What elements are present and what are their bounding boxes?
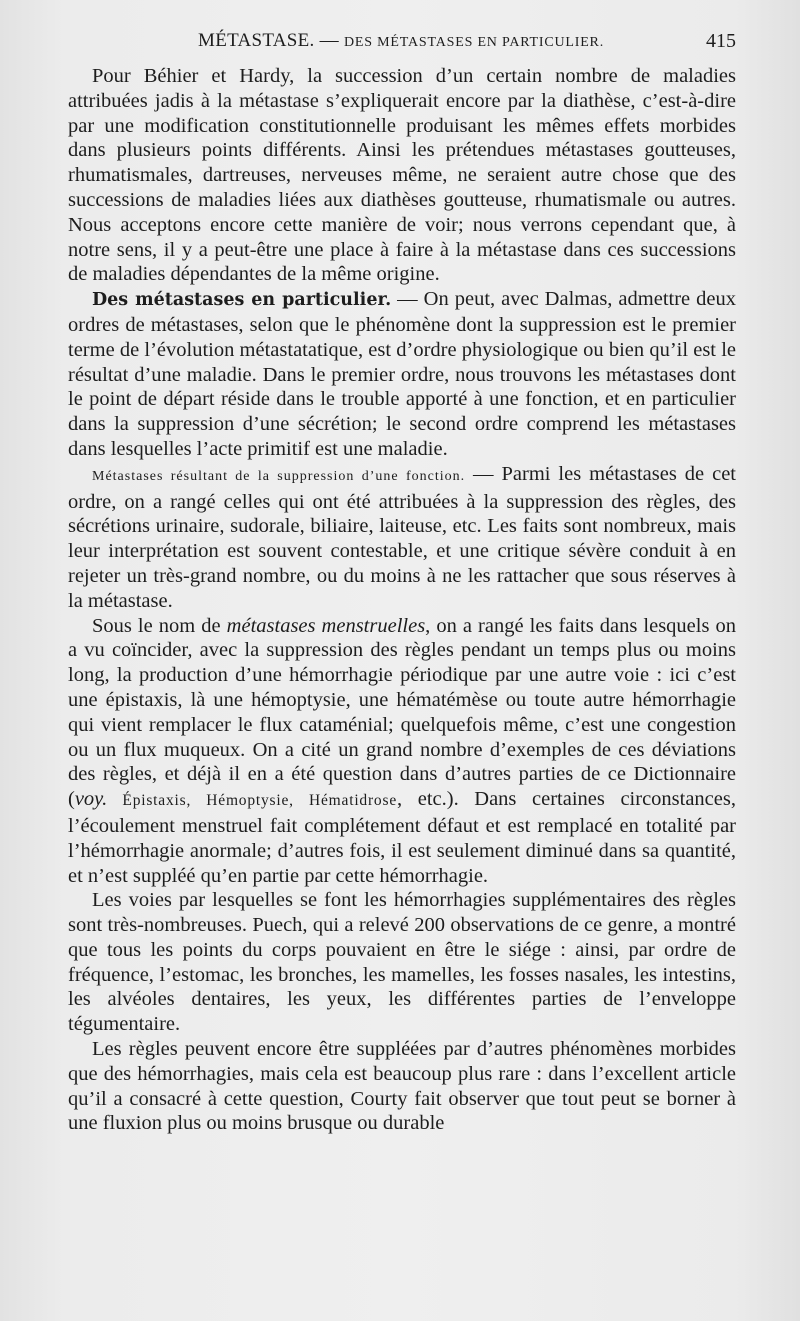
paragraph-voies-hemorrhagies: Les voies par lesquelles se font les hémorrhagies supplémentaires des règles sont très-nombreuses. Puech, qui a relevé 200 observations de ce genre, a montré que tous les points du corps pouvaient en être le siége : ainsi, par ordre de fréquence, l’estomac, les bronches, les mamelles, les fosses nasales, les intestins, les alvéoles dentaires, les yeux, les différentes parties de l’enveloppe tégumentaire. [68, 889, 736, 1036]
cross-reference-voy: voy. [74, 788, 108, 811]
running-header [68, 30, 736, 60]
header-title: MÉTASTASE. [198, 30, 315, 51]
header-subtitle: DES MÉTASTASES EN PARTICULIER. [344, 35, 604, 50]
body-text [68, 64, 736, 1136]
italic-term: métastases menstruelles [226, 614, 426, 637]
running-title [198, 30, 604, 52]
paragraph-text: , etc.). Dans certaines circonstances, l’écoulement menstruel fait complétement défaut et est remplacé en totalité par l’hémorrhagie anormale; d’autres fois, il est seulement diminué dans sa quantité, et n’est suppléé qu’en partie par cette hémorrhagie. [68, 788, 736, 887]
paragraph-text: — Parmi les métastases de cet ordre, on a rangé celles qui ont été attribuées à la suppression des règles, des sécrétions urinaire, sudorale, biliaire, laiteuse, etc. Les faits sont nombreux, mais leur interprétation est souvent contestable, et une critique sévère conduit à en rejeter un très-grand nombre, ou du moins à ne les rattacher que sous réserves à la métastase. [68, 462, 736, 612]
section-heading: Des métastases en particulier. [92, 290, 392, 311]
paragraph-suppression-fonction [68, 462, 736, 614]
paragraph-diathese: Pour Béhier et Hardy, la succession d’un certain nombre de maladies attribuées jadis à la métastase s’expliquerait encore par la diathèse, c’est-à-dire par une modification constitutionnelle produisant les mêmes effets morbides dans plusieurs points différents. Ainsi les prétendues métastases goutteuses, rhumatismales, dartreuses, nerveuses même, ne seraient autre chose que des successions de maladies liées aux diathèses goutteuse, rhumatismale ou autres. Nous acceptons encore cette manière de voir; nous verrons cependant que, à notre sens, il y a peut-être une place à faire à la métastase dans ces successions de maladies dépendantes de la même origine. [68, 65, 736, 286]
paragraph-text: , on a rangé les faits dans lesquels on a vu coïncider, avec la suppression des règles pendant un temps plus ou moins long, la production d’une hémorrhagie périodique par une autre voie : ici c’est une épistaxis, là une hémoptysie, une hématémèse ou toute autre hémorrhagie qui vient remplacer le flux cataménial; quelquefois même, c’est une congestion ou un flux muqueux. On a cité un grand nombre d’exemples de ces déviations des règles, et déjà il en a été question dans d’autres parties de ce Dictionnaire ( [68, 614, 737, 811]
cross-reference-entries: Épistaxis, Hémoptysie, Hématidrose [107, 792, 397, 810]
paragraph-autres-phenomenes: Les règles peuvent encore être suppléées par d’autres phénomènes morbides que des hémorrhagies, mais cela est beaucoup plus rare : dans l’excellent article qu’il a consacré à cette question, Courty fait observer que tout peut se borner à une fluxion plus ou moins brusque ou durable [68, 1038, 736, 1135]
paragraph-text: Sous le nom de [92, 614, 227, 637]
paragraph-metastases-particulier [68, 287, 736, 462]
paragraph-metastases-menstruelles [68, 614, 736, 889]
subsection-heading: Métastases résultant de la suppression d’une fonction. [92, 468, 466, 484]
page-number: 415 [706, 30, 736, 52]
header-dash: — [314, 30, 345, 51]
paragraph-text: — On peut, avec Dalmas, admettre deux ordres de métastases, selon que le phénomène dont la suppression est le premier terme de l’évolution métastatatique, est d’ordre physiologique ou bien qu’il est le résultat d’une maladie. Dans le premier ordre, nous trouvons les métastases dont le point de départ réside dans le trouble apporté à une fonction, et en particulier dans la suppression d’une sécrétion; le second ordre comprend les métastases dans lesquelles l’acte primitif est une maladie. [68, 288, 736, 460]
